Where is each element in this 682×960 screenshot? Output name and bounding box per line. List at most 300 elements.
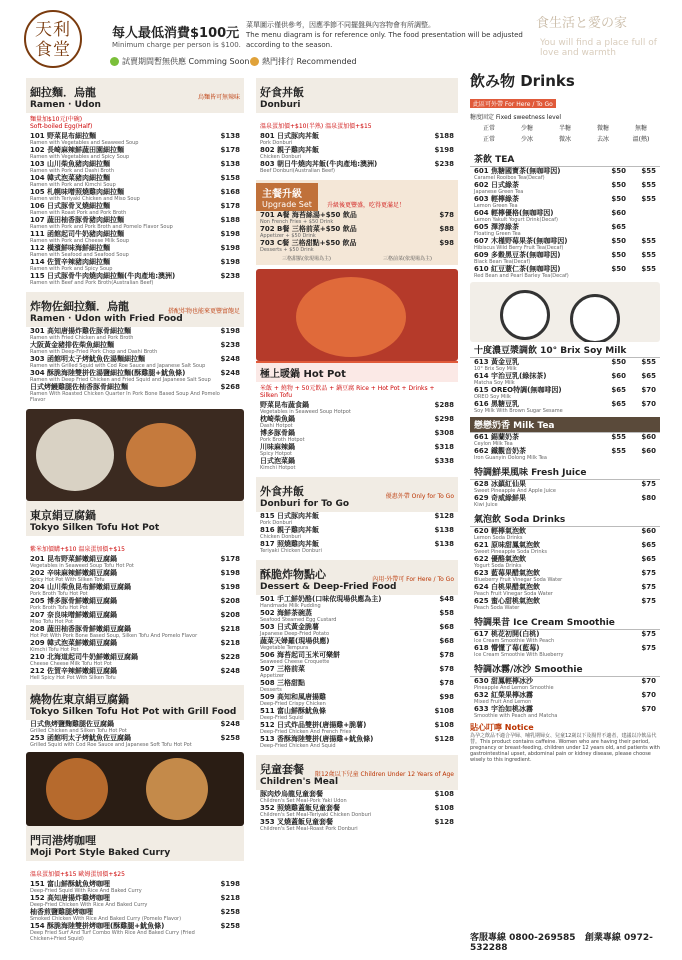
menu-item (256, 707, 458, 721)
menu-item-title: 817 照燒雞肉丼飯 (260, 540, 320, 548)
upgrade-title: 主餐升級 Upgrade Set (256, 183, 318, 211)
menu-item-price: $198 (434, 146, 454, 154)
menu-item-title: 102 長崎麻辣鮮蔬田園細拉麵 (30, 146, 125, 154)
menu-item-title: 115 日式豚骨牛肉燒肉細拉麵(牛肉產地:澳洲) (30, 272, 176, 280)
menu-item-title: 柚香煎鹽雞腿烤咖哩 (30, 908, 93, 916)
drink-english: Ceylon Milk Tea (474, 441, 513, 447)
menu-item-name (260, 665, 305, 679)
menu-item-price: $178 (220, 146, 240, 154)
menu-item-name (30, 639, 117, 653)
drink-name (474, 583, 626, 597)
menu-item (26, 597, 244, 611)
menu-item-name (260, 595, 381, 609)
menu-item-title: 212 佐賀辛辣鮮嫩絹豆腐鍋 (30, 667, 118, 675)
menu-item-english: Deep-Fried Chicken And Squid (260, 743, 336, 749)
drink-price-medium: $55 (611, 433, 626, 441)
drink-english: Lemon Yakult Yogurt Drink(Decaf) (474, 217, 558, 223)
menu-item-price: $138 (220, 160, 240, 168)
menu-item-price: $138 (434, 540, 454, 548)
menu-item-price: $238 (434, 160, 454, 168)
menu-item (26, 174, 244, 188)
upgrade-item-name (260, 239, 357, 253)
menu-item-english: Ramen with Pork and Cheese Milk Soup (30, 238, 129, 244)
menu-item-price: $248 (220, 369, 240, 377)
drink-name (474, 209, 596, 223)
menu-item-title: 107 蔬田柚香豚骨豬肉細拉麵 (30, 216, 125, 224)
menu-item-title: 日式焦烤鹽麴雞腿佐豆腐鍋 (30, 720, 114, 728)
curry-photo (26, 752, 244, 826)
drink-price: $70 (641, 705, 656, 713)
ice-option: 正常 (482, 136, 495, 143)
drink-item (470, 209, 660, 223)
menu-item-price: $178 (220, 555, 240, 563)
curry-section-header: 門司港烤咖哩 Moji Port Style Baked Curry (26, 826, 244, 861)
soymilk-photo (470, 282, 660, 342)
drink-name (474, 677, 626, 691)
menu-item-price: $138 (434, 526, 454, 534)
upgrade-list (256, 211, 458, 253)
drink-title: 603 輕檸綠茶 (474, 195, 520, 203)
menu-item-name (30, 583, 131, 597)
menu-item-price: $188 (220, 216, 240, 224)
udon-section-header: 細拉麵．烏龍 Ramen · Udon 烏麵皆可無辣味 (26, 78, 244, 113)
drink-item (470, 691, 660, 705)
drink-title: 614 宇治豆乳(綠抹茶) (474, 372, 547, 380)
menu-item-title: 507 三格前菜 (260, 665, 306, 673)
menu-item-name (30, 908, 181, 922)
menu-item-name (30, 132, 138, 146)
drink-name (474, 541, 626, 555)
menu-item (26, 653, 244, 667)
menu-item-english: Ramen with Deep-Fried Pork Chop and Dashi Broth (30, 349, 158, 355)
drink-price-large: $60 (641, 447, 656, 455)
menu-item-name (260, 651, 340, 665)
menu-item-english: Children's Set Meal-Pork Yaki Udon (260, 798, 347, 804)
menu-item-name (30, 667, 117, 681)
menu-item-name (30, 625, 197, 639)
menu-item (256, 609, 458, 623)
drink-name (474, 195, 596, 209)
milktea-list (470, 433, 660, 461)
menu-item-english: Ramen With Roasted Chicken Quarter In Pork Bone Based Soup And Pomelo Flavor (30, 391, 220, 403)
drink-item (470, 644, 660, 658)
drink-item (470, 569, 660, 583)
menu-item-name (30, 880, 142, 894)
menu-item-name (30, 653, 138, 667)
menu-item-name (30, 244, 129, 258)
menu-item-name (30, 174, 116, 188)
menu-item (256, 665, 458, 679)
ice-options (470, 134, 660, 143)
menu-item (26, 639, 244, 653)
drink-english: Lemon Soda Drinks (474, 535, 523, 541)
menu-item-english: Vegetables in Seaweed Soup Tofu Hot Pot (30, 563, 134, 569)
drink-price: $80 (641, 494, 656, 502)
upgrade-desc: 三格甜點+$50 飲品 (291, 239, 357, 247)
menu-item-english: Kimchi Hotpot (260, 465, 296, 471)
menu-item-price: $318 (434, 443, 454, 451)
menu-item-english: Ramen with Vegetables and Seaweed Soup (30, 140, 139, 146)
legend-recommended: 熱門排行 Recommended (250, 56, 357, 67)
drink-english: Black Bean Tea(Decaf) (474, 259, 531, 265)
upgrade-captions: 三格甜點(依現場為主) 三格前菜(依現場為主) (282, 256, 432, 262)
menu-item-title: 蔬菜天婦羅(現場供應) (260, 637, 330, 645)
menu-item-price: $248 (220, 720, 240, 728)
menu-item-name (260, 790, 347, 804)
soymilk-header: 十度濃豆漿調飲 10° Brix Soy Milk (470, 342, 660, 358)
smoothie-list (470, 677, 660, 719)
drink-price-large: $55 (641, 195, 656, 203)
menu-item-name (260, 146, 319, 160)
menu-item (26, 272, 244, 286)
menu-item-price: $198 (220, 569, 240, 577)
upgrade-price: $88 (439, 225, 454, 233)
menu-item (26, 327, 244, 341)
drink-price-large (626, 223, 656, 237)
menu-disclaimer: 菜單圖示僅供參考，因應季節不同擺盤與內容物會有所調整。 The menu diagram is for reference only. The food presentation will be adjusted according to the season. (246, 21, 523, 49)
ice-option: 去冰 (596, 136, 609, 143)
drink-price: $75 (641, 644, 656, 652)
drink-english: Blueberry Fruit Vinegar Soda Water (474, 577, 563, 583)
menu-item-english: Smoked Chicken With Rice And Baked Curry (Pomelo Flavor) (30, 916, 182, 922)
grill-pot-image (126, 423, 196, 487)
menu-item-name (260, 637, 329, 651)
drink-name (474, 555, 626, 569)
menu-item-english: Seaweed Cheese Croquette (260, 659, 330, 665)
menu-item (26, 146, 244, 160)
menu-item-english: Appetizer (260, 673, 284, 679)
drink-price-medium: $55 (611, 447, 626, 455)
kids-list (256, 790, 458, 832)
menu-item-name (260, 132, 319, 146)
menu-item-title: 502 海鮮茶碗蒸 (260, 609, 313, 617)
menu-item-price: $258 (220, 922, 240, 930)
menu-item (26, 341, 244, 355)
drink-item (470, 630, 660, 644)
menu-item-name (30, 922, 221, 942)
juice-header: 特調鮮果風味 Fresh Juice (470, 464, 660, 480)
drink-price-medium: $60 (611, 372, 626, 380)
curry-image (146, 758, 208, 820)
drink-name (474, 527, 626, 541)
drink-price: $65 (641, 541, 656, 549)
sweetness-option: 少糖 (520, 125, 533, 132)
soda-list (470, 527, 660, 611)
drink-name (474, 630, 626, 644)
drink-price-medium: $65 (611, 386, 626, 394)
menu-item-price: $78 (439, 651, 454, 659)
menu-item-price: $48 (439, 595, 454, 603)
menu-item-title: 大阪黃金豬排佐柴魚細拉麵 (30, 341, 114, 349)
menu-item-price: $98 (439, 693, 454, 701)
drink-english: Japanese Green Tea (474, 189, 524, 195)
menu-item (26, 160, 244, 174)
menu-item (256, 818, 458, 832)
menu-item-english: Desserts (260, 687, 282, 693)
udon-list (26, 132, 244, 286)
menu-item-title: 816 親子雞肉丼飯 (260, 526, 320, 534)
drink-english: Lemon Green Tea (474, 203, 518, 209)
menu-item-price: $198 (220, 583, 240, 591)
drink-english: Mixed Fruit And Lemon (474, 699, 532, 705)
menu-item-title: 509 高知和風唐揚雞 (260, 693, 327, 701)
drink-english: Ice Cream Smoothie With Peach (474, 638, 555, 644)
menu-item-price: $198 (220, 244, 240, 252)
menu-item-title: 博多豚骨鍋 (260, 429, 295, 437)
drink-price-medium: $60 (611, 209, 626, 217)
icecream-header: 特調果昔 Ice Cream Smoothie (470, 614, 660, 630)
drink-english: Pineapple And Lemon Smoothie (474, 685, 554, 691)
menu-item-english: Chicken Donburi (260, 154, 302, 160)
ice-option: 溫(熱) (632, 136, 650, 143)
upgrade-english: Appetizer + $50 Drink (260, 233, 316, 239)
drink-price-medium: $50 (611, 181, 626, 189)
menu-item (26, 216, 244, 230)
menu-item-english: Seafood Steamed Egg Custard (260, 617, 337, 623)
drink-name (474, 223, 596, 237)
drink-english: Hibiscus Wild Berry Fruit Tea(Decaf) (474, 245, 564, 251)
menu-item-english: Deep-Fried Crispy Chicken (260, 701, 326, 707)
drink-item (470, 265, 660, 279)
drink-price: $75 (641, 583, 656, 591)
menu-item-title: 105 札幌味噌照燒雞肉細拉麵 (30, 188, 125, 196)
drink-title: 605 澤淳綠茶 (474, 223, 520, 231)
drink-title: 662 鐵觀音奶茶 (474, 447, 527, 455)
menu-item-price: $268 (220, 383, 240, 391)
menu-item-name (30, 202, 126, 216)
drink-title: 609 多穀黑豆茶(無咖啡因) (474, 251, 561, 259)
drink-item (470, 372, 660, 386)
menu-item-english: Handmade Milk Pudding (260, 603, 321, 609)
upgrade-price: $98 (439, 239, 454, 247)
menu-item-title: 日式泡菜鍋 (260, 457, 295, 465)
drink-title: 622 優酪氣泡飲 (474, 555, 527, 563)
menu-item-price: $68 (439, 637, 454, 645)
tea-list (470, 167, 660, 279)
minimum-charge: 每人最低消費$100元 Minimum charge per person is $100. (112, 26, 241, 49)
upgrade-price: $78 (439, 211, 454, 219)
menu-item-name (260, 443, 295, 457)
drink-price: $70 (641, 677, 656, 685)
drink-title: 630 甜鳳輕檸冰沙 (474, 677, 534, 685)
menu-item-price: $298 (434, 415, 454, 423)
drink-title: 629 奇威綠鮮果 (474, 494, 527, 502)
menu-item-price: $128 (434, 735, 454, 743)
menu-item-name (30, 146, 129, 160)
menu-item-title: 枕崎柴魚鍋 (260, 415, 295, 423)
menu-item-name (260, 457, 295, 471)
udon-note: 麵量加$10元(中碗) Soft-boiled Egg(Half) (30, 116, 93, 130)
tofu-photo (26, 409, 244, 501)
menu-item-title: 352 照燒雞蓋飯兒童套餐 (260, 804, 341, 812)
drink-item (470, 223, 660, 237)
tea-header: 茶飲 TEA (470, 151, 660, 167)
menu-item-price: $238 (220, 341, 240, 349)
menu-item-title: 304 酥脆海陸雙拼佐湯鹽細拉麵(酥雞腿+魷魚條) (30, 369, 186, 377)
menu-item (256, 146, 458, 160)
menu-item-price: $198 (220, 880, 240, 888)
menu-item (256, 735, 458, 749)
drink-name (474, 265, 596, 279)
menu-item-price: $58 (439, 609, 454, 617)
menu-item-title: 503 日式黃金脆薯 (260, 623, 320, 631)
drink-english: Yogurt Soda Drinks (474, 563, 522, 569)
drink-item (470, 181, 660, 195)
coming-soon-icon (110, 57, 119, 66)
drink-price: $65 (641, 555, 656, 563)
menu-item-english: Ramen with Teriyaki Chicken and Miso Soup (30, 196, 140, 202)
brand-logo: 天利 食堂 (24, 10, 82, 68)
ice-option: 少冰 (520, 136, 533, 143)
menu-item-english: Ramen with Pork and Dashi Broth (30, 168, 114, 174)
menu-item-price: $238 (220, 272, 240, 280)
recommended-icon (250, 57, 259, 66)
fried-list (26, 327, 244, 403)
drink-title: 624 白桃果醋氣泡飲 (474, 583, 541, 591)
menu-item-english: Beef Donburi(Australian Beef) (260, 168, 335, 174)
drink-price-large: $55 (641, 358, 656, 366)
drink-english: OREO Soy Milk (474, 394, 511, 400)
dessert-section-header: 酥脆炸物點心 Dessert & Deep-Fried Food 內用·外帶可 For Here / To Go (256, 560, 458, 595)
legend-coming-soon: 試賣期間暫無供應 Comming Soon (110, 56, 249, 67)
togo-list (256, 512, 458, 554)
drink-english: 10° Brix Soy Milk (474, 366, 517, 372)
menu-item (256, 401, 458, 415)
menu-item-price: $108 (434, 707, 454, 715)
juice-list (470, 480, 660, 508)
tofu-section-header: 東京絹豆腐鍋 Tokyo Silken Tofu Hot Pot (26, 501, 244, 536)
menu-item-name (260, 401, 351, 415)
drink-name (474, 494, 626, 508)
menu-item-title: 801 日式豚肉丼飯 (260, 132, 320, 140)
menu-item-english: Spicy Hotpot (260, 451, 293, 457)
drink-name (474, 644, 626, 658)
notice-body: 為孕之飲品不適合孕婦、哺乳期婦女、兒童12歲以下及腸胃不適者，建議以冷飲品代替。This product contains caffeine. Women who are having their period, pregnancy or breast-feeding, children under 12 years old, and patients with gastrointestinal upset, abdominal pain or kidney disease, please choose wisely to this ingredient. (470, 733, 660, 763)
menu-item-english: Pork Donburi (260, 140, 293, 146)
drink-item (470, 433, 660, 447)
menu-item-name (260, 526, 319, 540)
menu-item-name (260, 804, 371, 818)
menu-item-english: Ramen with Pork and Kimchi Soup (30, 182, 116, 188)
togo-section-header: 外食丼飯 Donburi for To Go 優惠外帶 Only for To Go (256, 477, 458, 512)
menu-item-price: $138 (220, 132, 240, 140)
menu-item-english: Deep-Fried Squid (260, 715, 303, 721)
drink-title: 620 輕檸氣泡飲 (474, 527, 527, 535)
menu-item-title: 803 朝日牛燒肉丼飯(牛肉產地:澳洲) (260, 160, 378, 168)
menu-item-title: 209 韓式泡菜鮮嫩絹豆腐鍋 (30, 639, 118, 647)
menu-item-name (30, 611, 117, 625)
menu-item-price: $228 (220, 653, 240, 661)
menu-item (26, 734, 244, 748)
drink-title: 602 日式綠茶 (474, 181, 520, 189)
drink-title: 621 原味甜鳳氣泡飲 (474, 541, 541, 549)
curry-list (26, 880, 244, 942)
drink-name (474, 480, 626, 494)
menu-item (26, 625, 244, 639)
menu-item (26, 880, 244, 894)
drink-price-medium: $50 (611, 167, 626, 175)
drink-price-large: $55 (641, 181, 656, 189)
drink-english: Smoothie with Peach and Matcha (474, 713, 558, 719)
menu-item-price: $198 (220, 230, 240, 238)
menu-item-title: 204 山川柴魚昆布鮮嫩絹豆腐鍋 (30, 583, 132, 591)
upgrade-code: 702 B餐 (260, 225, 290, 233)
menu-item-title: 353 叉燒蓋飯兒童套餐 (260, 818, 334, 826)
menu-item-name (30, 216, 173, 230)
drink-price-medium: $50 (611, 358, 626, 366)
drink-item (470, 237, 660, 251)
menu-item-english: Ramen with Seafood and Seafood Soup (30, 252, 129, 258)
menu-item (26, 369, 244, 383)
sweetness-option: 微糖 (596, 125, 609, 132)
drink-price: $75 (641, 480, 656, 488)
menu-item (26, 908, 244, 922)
upgrade-item (256, 211, 458, 225)
upgrade-item (256, 239, 458, 253)
menu-item-title: 103 山川柴魚豬肉細拉麵 (30, 160, 111, 168)
menu-item-title: 253 函館明太子烤魷魚佐豆腐鍋 (30, 734, 132, 742)
drink-price-large: $55 (641, 167, 656, 175)
hotpot-image (296, 277, 406, 357)
drink-name (474, 691, 626, 705)
sweetness-option: 無糖 (634, 125, 647, 132)
drink-name (474, 400, 596, 414)
menu-item (26, 611, 244, 625)
drink-title: 607 木槿野莓果茶(無咖啡因) (474, 237, 568, 245)
drink-english: Sweet Pineapple Soda Drinks (474, 549, 547, 555)
menu-item-title: 501 手工鮮奶酪(口味依現場供應為主) (260, 595, 382, 603)
menu-item-name (30, 597, 117, 611)
drink-title: 633 宇治如桃冰霧 (474, 705, 534, 713)
menu-item-price: $128 (434, 818, 454, 826)
soymilk-list (470, 358, 660, 414)
menu-item-english: Children's Set Meal-Roast Pork Donburi (260, 826, 358, 832)
menu-item-english: Ramen with Deep Fried Chicken and Fried Squid and Japanese Salt Soup (30, 377, 211, 383)
menu-item-english: Ramen with Pork and Pork Broth and Pomelo Flavor Soup (30, 224, 173, 230)
menu-item-price: $108 (434, 721, 454, 729)
menu-item (26, 555, 244, 569)
menu-item-english: Children's Set Meal-Teriyaki Chicken Donburi (260, 812, 372, 818)
dessert-list (256, 595, 458, 749)
hotpot-section-header: 極上暖鍋 Hot Pot (256, 361, 458, 382)
drink-english: Soy Milk With Brown Sugar Sesame (474, 408, 563, 414)
column-middle: 好食丼飯 Donburi 溫泉蛋加價+$10(半熟) 溫泉蛋加價+$15 801 日式豚肉丼飯 Pork Donburi $188 802 親子雞肉丼飯 Chicken Donburi $198 803 朝日牛燒肉丼飯(牛肉產地:澳洲) Beef Donburi(Australian Beef) $238 主餐升級 Upgrade Set 升級後更豐盛，吃得更滿足！ 701 A餐 海苔絲湯+$50 飲品 Non French Fries + $50 Drink $78 702 B餐 三格前菜+$50 飲品 Appetizer + $50 Drink $88 703 C餐 三格甜點+$50 飲品 Desserts + $50 Drink $98 三格甜點(依現場為主) 三格前菜(依現場為主) 極上暖鍋 Hot Pot 米飯 + 燒物 + 50元飲品 + 鍋豆腐 Rice + Hot Pot + Drinks + Silken Tofu 野菜昆布蔬食鍋 Vegetables in Seaweed Soup Hotpot $288 枕崎柴魚鍋 Dashi Hotpot $298 博多豚骨鍋 Pork Broth Hotpot $308 川味麻辣鍋 Spicy Hotpot $318 日式泡菜鍋 Kimchi Hotpot $338 外食丼飯 Donburi for To Go 優惠外帶 Only for To Go 815 日式豚肉丼飯 Pork Donburi $128 816 親子雞肉丼飯 Chicken Donburi $138 817 照燒雞肉丼飯 Teriyaki Chicken Donburi $138 酥脆炸物點心 Dessert & Deep-Fried Food 內用·外帶可 For Here / To Go 501 手工鮮奶酪(口味依現場供應為主) Handmade Milk Pudding $48 502 海鮮茶碗蒸 Seafood Steamed Egg Custard $58 503 日式黃金脆薯 Japanese Deep-Fried Potato $68 蔬菜天婦羅(現場供應) Vegetable Tempura $68 506 海苔起司玉米可樂餅 Seaweed Cheese Croquette $78 507 三格前菜 Appetizer $78 508 三格甜點 Desserts $78 509 高知和風唐揚雞 Deep-Fried Crispy Chicken $98 511 富山鮮酥魷魚條 Deep-Fried Squid $108 512 日式炸品雙拼(唐揚雞+脆薯) Deep-Fried Chicken And French Fries $108 513 香酥海陸雙拼(唐揚雞+魷魚條) Deep-Fried Chicken And Squid $128 兒童套餐 Children's Meal 限12歲以下兒童 Children Under 12 Years of Age 豚肉炒烏龍兒童套餐 Children's Set Meal-Pork Yaki Udon $108 352 照燒雞蓋飯兒童套餐 Children's Set Meal-Teriyaki Chicken Donburi $108 353 叉燒蓋飯兒童套餐 Children's Set Meal-Roast Pork Donburi $128 (256, 78, 458, 832)
drink-title: 623 藍莓果醋氣泡飲 (474, 569, 541, 577)
upgrade-item-line (260, 239, 357, 247)
menu-item-title: 513 香酥海陸雙拼(唐揚雞+魷魚條) (260, 735, 374, 743)
drink-item (470, 195, 660, 209)
menu-item-title: 152 高知唐揚炸雞烤咖哩 (30, 894, 111, 902)
drink-price-medium: $50 (611, 237, 626, 245)
menu-item-price: $218 (220, 894, 240, 902)
menu-item-english: Pork Broth Hotpot (260, 437, 305, 443)
drink-item (470, 447, 660, 461)
upgrade-item (256, 225, 458, 239)
column-left (26, 78, 244, 942)
drink-title: 628 冰鎮紅仙果 (474, 480, 527, 488)
menu-item-name (30, 160, 114, 174)
menu-item-name (30, 327, 133, 341)
menu-item (256, 595, 458, 609)
menu-item-price: $308 (434, 429, 454, 437)
menu-item-title: 野菜昆布蔬食鍋 (260, 401, 309, 409)
menu-item-title: 511 富山鮮酥魷魚條 (260, 707, 327, 715)
drink-english: Peach Fruit Vinegar Soda Water (474, 591, 553, 597)
menu-item-english: Ramen with Vegetables and Spicy Soup (30, 154, 130, 160)
menu-item (256, 790, 458, 804)
drink-price-large: $60 (641, 433, 656, 441)
drink-price-medium: $50 (611, 265, 626, 273)
